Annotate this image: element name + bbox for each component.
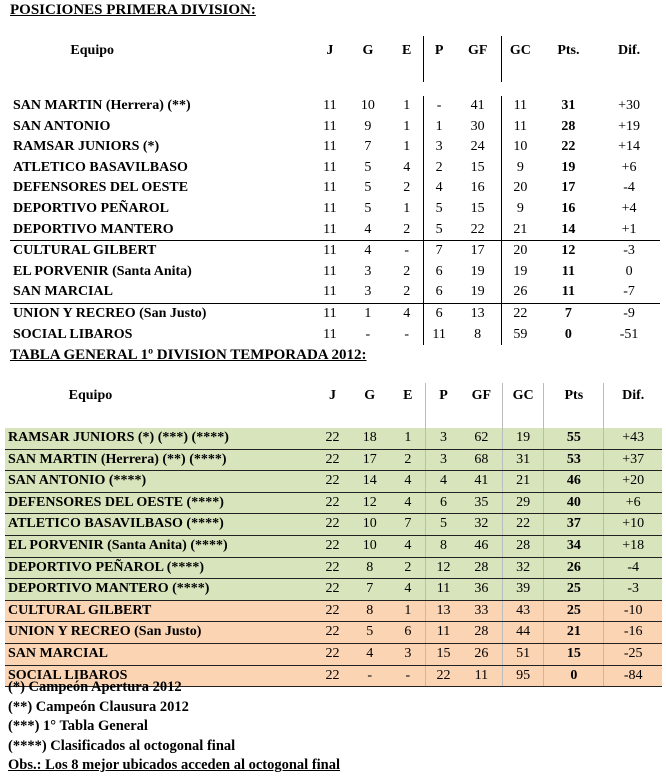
cell-pts: 31 — [561, 98, 576, 113]
cell-gf: 41 — [470, 98, 485, 113]
observation: Obs.: Los 8 mejor ubicados acceden al octogonal final — [8, 757, 341, 774]
cell-j: 22 — [316, 535, 349, 557]
cell-pts: 25 — [544, 600, 604, 622]
cell-gc: 26 — [502, 282, 539, 303]
cell-pts: 14 — [561, 221, 576, 237]
cell-g: 4 — [364, 221, 372, 237]
cell-e: 2 — [403, 263, 411, 279]
header-equipo: Equipo — [5, 383, 316, 428]
cell-team: EL PORVENIR (Santa Anita) (****) — [5, 535, 316, 557]
cell-gc: 32 — [502, 557, 543, 579]
cell-pts: 17 — [561, 180, 576, 196]
cell-gc: 9 — [502, 158, 539, 179]
header-equipo: Equipo — [70, 43, 114, 58]
cell-j: 11 — [323, 98, 337, 113]
general-table — [5, 383, 662, 687]
cell-team: SAN MARCIAL — [5, 643, 316, 665]
cell-gf: 24 — [470, 139, 485, 155]
cell-dif: -84 — [604, 665, 662, 687]
cell-g: 9 — [364, 118, 372, 134]
cell-e: 3 — [390, 643, 425, 665]
cell-gc: 22 — [502, 303, 539, 324]
cell-team: DEPORTIVO MANTERO — [13, 221, 174, 237]
cell-pts: 11 — [561, 263, 576, 279]
cell-e: 4 — [390, 471, 425, 493]
cell-p: 11 — [423, 325, 454, 346]
cell-g: 7 — [349, 579, 390, 601]
cell-pts: 55 — [544, 428, 604, 449]
cell-dif: -10 — [604, 600, 662, 622]
cell-j: 11 — [323, 180, 337, 196]
cell-team: DEPORTIVO PEÑAROL (****) — [5, 557, 316, 579]
cell-gc: 31 — [502, 449, 543, 471]
note-clasificados: (****) Clasificados al octogonal final — [8, 737, 236, 754]
cell-dif: +20 — [604, 471, 662, 493]
cell-dif: +6 — [604, 492, 662, 514]
cell-dif: +30 — [618, 98, 641, 113]
cell-p: 8 — [426, 535, 461, 557]
cell-gf: 17 — [454, 241, 501, 262]
cell-dif: -51 — [619, 326, 639, 342]
cell-gf: 28 — [461, 557, 502, 579]
cell-team: SAN ANTONIO (****) — [5, 471, 316, 493]
cell-pts: 0 — [544, 665, 604, 687]
cell-dif: -16 — [604, 622, 662, 644]
cell-gc: 11 — [502, 96, 539, 117]
cell-g: 14 — [349, 471, 390, 493]
table-row — [5, 557, 662, 579]
cell-j: 22 — [316, 579, 349, 601]
cell-e: 7 — [390, 514, 425, 536]
cell-gc: 21 — [502, 220, 539, 241]
cell-g: 7 — [364, 139, 372, 155]
cell-pts: 12 — [539, 241, 599, 262]
cell-dif: +37 — [604, 449, 662, 471]
cell-gf: 19 — [470, 284, 485, 300]
cell-pts: 7 — [539, 303, 599, 324]
cell-g: - — [365, 326, 371, 342]
cell-gc: 9 — [502, 199, 539, 220]
table-row — [5, 492, 662, 514]
cell-e: 1 — [403, 139, 411, 155]
cell-e: 1 — [403, 200, 411, 216]
table-row — [5, 471, 662, 493]
cell-pts: 15 — [544, 643, 604, 665]
header-p: P — [426, 383, 461, 428]
cell-team: DEFENSORES DEL OESTE (****) — [5, 492, 316, 514]
header-p: P — [423, 36, 454, 82]
cell-e: 4 — [390, 492, 425, 514]
cell-dif: -9 — [598, 303, 660, 324]
table-row — [5, 428, 662, 449]
cell-g: 3 — [364, 284, 372, 300]
cell-pts: 34 — [544, 535, 604, 557]
cell-pts: 26 — [544, 557, 604, 579]
cell-e: - — [391, 241, 424, 262]
table-row — [10, 220, 660, 241]
cell-team: SAN MARTIN (Herrera) (**) — [13, 98, 191, 113]
cell-p: 13 — [426, 600, 461, 622]
table-row — [10, 262, 660, 283]
cell-team: CULTURAL GILBERT — [10, 241, 314, 262]
table-row — [10, 241, 660, 262]
cell-gc: 43 — [502, 600, 543, 622]
cell-j: 11 — [323, 139, 337, 155]
cell-gf: 36 — [461, 579, 502, 601]
cell-gc: 29 — [502, 492, 543, 514]
cell-p: 2 — [423, 158, 454, 179]
cell-g: 4 — [345, 241, 390, 262]
header-gc: GC — [502, 383, 543, 428]
table-row — [10, 282, 660, 303]
cell-p: 3 — [423, 137, 454, 158]
table-row — [10, 117, 660, 138]
cell-gf: 15 — [470, 200, 485, 216]
cell-team: DEFENSORES DEL OESTE — [13, 180, 189, 196]
cell-gc: 11 — [502, 117, 539, 138]
header-j: J — [316, 383, 349, 428]
cell-p: 11 — [426, 622, 461, 644]
table-row — [5, 579, 662, 601]
cell-p: 22 — [426, 665, 461, 687]
cell-team: ATLETICO BASAVILBASO (****) — [5, 514, 316, 536]
cell-j: 22 — [316, 471, 349, 493]
cell-dif: +14 — [618, 139, 641, 155]
note-tabla-general: (***) 1° Tabla General — [8, 718, 148, 735]
cell-g: 18 — [349, 428, 390, 449]
cell-dif: +4 — [621, 200, 637, 216]
cell-pts: 46 — [544, 471, 604, 493]
cell-gf: 15 — [470, 159, 485, 175]
table-row — [5, 622, 662, 644]
cell-j: 22 — [316, 557, 349, 579]
cell-gc: 28 — [502, 535, 543, 557]
cell-pts: 40 — [544, 492, 604, 514]
header-pts: Pts — [544, 383, 604, 428]
table-row — [10, 178, 660, 199]
note-clausura: (**) Campeón Clausura 2012 — [8, 698, 189, 715]
table-row — [10, 96, 660, 117]
cell-team: RAMSAR JUNIORS (*) — [13, 139, 160, 155]
cell-p: - — [423, 96, 454, 117]
cell-dif: -7 — [623, 284, 635, 300]
header-dif: Dif. — [604, 383, 662, 428]
cell-gf: 26 — [461, 643, 502, 665]
cell-gc: 19 — [502, 262, 539, 283]
cell-dif: +1 — [621, 221, 637, 237]
cell-e: 4 — [390, 579, 425, 601]
cell-gf: 41 — [461, 471, 502, 493]
cell-pts: 21 — [544, 622, 604, 644]
cell-j: 22 — [316, 643, 349, 665]
header-e: E — [402, 43, 412, 58]
cell-p: 6 — [423, 303, 454, 324]
cell-pts: 53 — [544, 449, 604, 471]
cell-pts: 25 — [544, 579, 604, 601]
cell-j: 22 — [316, 514, 349, 536]
cell-p: 7 — [423, 241, 454, 262]
table-row — [5, 600, 662, 622]
table-row — [10, 199, 660, 220]
cell-pts: 11 — [561, 284, 576, 300]
header-g: G — [349, 383, 390, 428]
cell-gc: 20 — [502, 241, 539, 262]
table-row — [5, 643, 662, 665]
cell-dif: -25 — [604, 643, 662, 665]
cell-g: 12 — [349, 492, 390, 514]
cell-j: 22 — [316, 665, 349, 687]
table-row — [5, 514, 662, 536]
cell-gc: 10 — [502, 137, 539, 158]
cell-team: DEPORTIVO MANTERO (****) — [5, 579, 316, 601]
cell-dif: -3 — [604, 579, 662, 601]
cell-e: - — [404, 326, 410, 342]
cell-p: 4 — [423, 178, 454, 199]
cell-g: 5 — [364, 180, 372, 196]
cell-dif: +6 — [621, 159, 637, 175]
cell-e: 1 — [390, 600, 425, 622]
cell-gf: 16 — [470, 180, 485, 196]
cell-e: 2 — [403, 284, 411, 300]
standings-table — [10, 36, 660, 345]
cell-dif: +19 — [618, 118, 641, 134]
cell-j: 11 — [323, 221, 337, 237]
cell-p: 6 — [426, 492, 461, 514]
cell-team: CULTURAL GILBERT — [5, 600, 316, 622]
header-dif: Dif. — [618, 43, 641, 58]
cell-e: 2 — [403, 221, 411, 237]
header-j: J — [326, 43, 334, 58]
cell-gc: 59 — [502, 325, 539, 346]
cell-gf: 22 — [470, 221, 485, 237]
cell-dif: +18 — [604, 535, 662, 557]
cell-p: 11 — [426, 579, 461, 601]
header-e: E — [390, 383, 425, 428]
cell-g: 3 — [364, 263, 372, 279]
cell-pts: 22 — [561, 139, 576, 155]
cell-gc: 22 — [502, 514, 543, 536]
cell-pts: 28 — [561, 118, 576, 134]
cell-g: 5 — [364, 200, 372, 216]
cell-gc: 95 — [502, 665, 543, 687]
cell-j: 11 — [323, 263, 337, 279]
cell-team: SAN ANTONIO — [13, 118, 111, 134]
table-row — [10, 325, 660, 346]
cell-gf: 19 — [470, 263, 485, 279]
cell-pts: 0 — [564, 326, 572, 342]
cell-j: 11 — [323, 159, 337, 175]
cell-g: - — [349, 665, 390, 687]
cell-gc: 51 — [502, 643, 543, 665]
cell-gf: 8 — [474, 326, 482, 342]
table-row — [10, 137, 660, 158]
cell-j: 22 — [316, 492, 349, 514]
cell-e: 2 — [403, 180, 411, 196]
table-row — [10, 158, 660, 179]
cell-gc: 21 — [502, 471, 543, 493]
cell-j: 22 — [316, 449, 349, 471]
cell-team: UNION Y RECREO (San Justo) — [5, 622, 316, 644]
cell-dif: -4 — [604, 557, 662, 579]
cell-gc: 20 — [502, 178, 539, 199]
cell-gf: 30 — [470, 118, 485, 134]
cell-e: 4 — [391, 303, 424, 324]
table2-title: TABLA GENERAL 1º DIVISION TEMPORADA 2012: — [10, 347, 367, 363]
cell-gf: 33 — [461, 600, 502, 622]
table1-title: POSICIONES PRIMERA DIVISION: — [10, 2, 256, 18]
table-row — [5, 449, 662, 471]
cell-team: EL PORVENIR (Santa Anita) — [13, 263, 192, 279]
header-g: G — [362, 43, 374, 58]
cell-g: 8 — [349, 600, 390, 622]
cell-gc: 19 — [502, 428, 543, 449]
cell-team: ATLETICO BASAVILBASO — [13, 159, 188, 175]
cell-gf: 28 — [461, 622, 502, 644]
cell-j: 11 — [323, 118, 337, 134]
cell-g: 5 — [349, 622, 390, 644]
cell-p: 1 — [423, 117, 454, 138]
cell-j: 11 — [323, 326, 337, 342]
header-gc: GC — [502, 36, 539, 82]
cell-pts: 19 — [561, 159, 576, 175]
cell-team: RAMSAR JUNIORS (*) (***) (****) — [5, 428, 316, 449]
cell-gf: 62 — [461, 428, 502, 449]
cell-g: 5 — [364, 159, 372, 175]
cell-g: 10 — [349, 535, 390, 557]
cell-p: 5 — [423, 199, 454, 220]
cell-g: 4 — [349, 643, 390, 665]
cell-g: 17 — [349, 449, 390, 471]
header-pts: Pts. — [557, 43, 580, 58]
cell-team: SAN MARTIN (Herrera) (**) (****) — [5, 449, 316, 471]
cell-e: 2 — [390, 557, 425, 579]
cell-g: 10 — [360, 98, 375, 113]
cell-j: 11 — [323, 200, 337, 216]
cell-j: 22 — [316, 600, 349, 622]
cell-e: 4 — [403, 159, 411, 175]
cell-gf: 46 — [461, 535, 502, 557]
cell-g: 1 — [345, 303, 390, 324]
cell-dif: -4 — [623, 180, 635, 196]
cell-gc: 39 — [502, 579, 543, 601]
cell-gf: 11 — [461, 665, 502, 687]
cell-j: 11 — [314, 303, 345, 324]
cell-gf: 35 — [461, 492, 502, 514]
cell-g: 10 — [349, 514, 390, 536]
cell-dif: +43 — [604, 428, 662, 449]
cell-gf: 13 — [454, 303, 501, 324]
cell-team: SAN MARCIAL — [13, 284, 113, 300]
cell-e: 1 — [403, 118, 411, 134]
cell-j: 11 — [323, 284, 337, 300]
cell-team: SOCIAL LIBAROS — [13, 326, 133, 342]
cell-p: 12 — [426, 557, 461, 579]
cell-e: 6 — [390, 622, 425, 644]
cell-p: 5 — [426, 514, 461, 536]
cell-p: 4 — [426, 471, 461, 493]
cell-e: 1 — [390, 428, 425, 449]
cell-p: 5 — [423, 220, 454, 241]
cell-dif: 0 — [625, 263, 633, 279]
table-row — [10, 303, 660, 324]
cell-p: 6 — [423, 282, 454, 303]
cell-dif: +10 — [604, 514, 662, 536]
footnotes — [8, 678, 340, 776]
cell-p: 3 — [426, 449, 461, 471]
cell-team: UNION Y RECREO (San Justo) — [10, 303, 314, 324]
cell-dif: -3 — [598, 241, 660, 262]
header-gf: GF — [467, 43, 488, 58]
cell-pts: 16 — [561, 200, 576, 216]
cell-team: DEPORTIVO PEÑAROL — [13, 200, 169, 216]
cell-gf: 32 — [461, 514, 502, 536]
cell-j: 22 — [316, 622, 349, 644]
cell-e: 2 — [390, 449, 425, 471]
cell-e: - — [390, 665, 425, 687]
header-gf: GF — [461, 383, 502, 428]
table-row — [5, 535, 662, 557]
cell-g: 8 — [349, 557, 390, 579]
cell-e: 1 — [403, 98, 411, 113]
cell-j: 22 — [316, 428, 349, 449]
cell-team: SOCIAL LIBAROS — [5, 665, 316, 687]
cell-pts: 37 — [544, 514, 604, 536]
cell-j: 11 — [314, 241, 345, 262]
cell-gf: 68 — [461, 449, 502, 471]
cell-gc: 44 — [502, 622, 543, 644]
cell-e: 4 — [390, 535, 425, 557]
cell-p: 15 — [426, 643, 461, 665]
cell-p: 6 — [423, 262, 454, 283]
note-apertura: (*) Campeón Apertura 2012 — [8, 679, 182, 695]
cell-p: 3 — [426, 428, 461, 449]
